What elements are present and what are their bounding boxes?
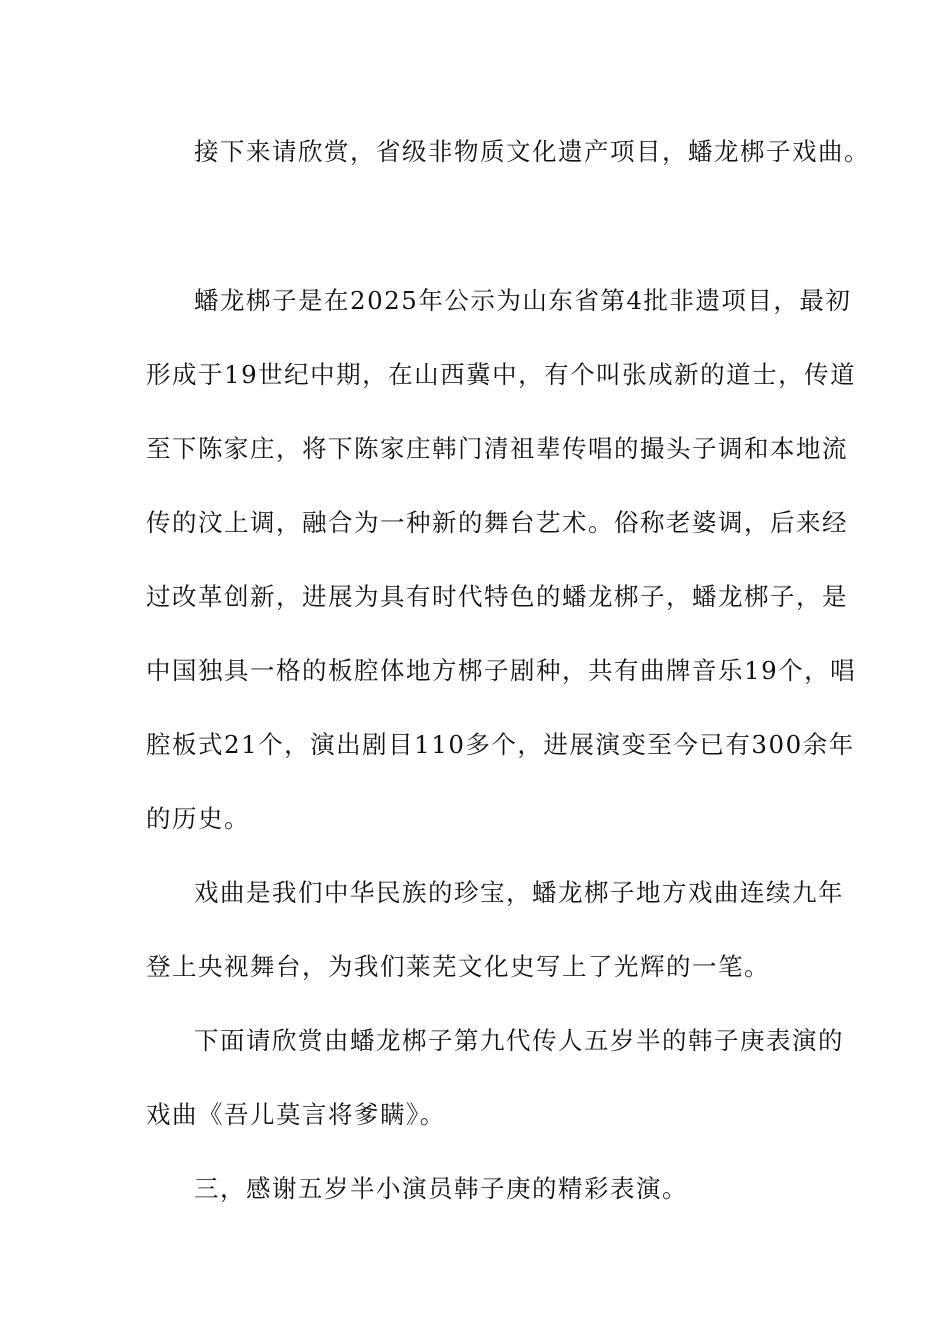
paragraph-history-line-4: 传的汶上调，融合为一种新的舞台艺术。俗称老婆调，后来经 [146, 508, 848, 537]
paragraph-history-line-6: 中国独具一格的板腔体地方梆子剧种，共有曲牌音乐19个，唱 [146, 656, 857, 685]
paragraph-history-line-3: 至下陈家庄，将下陈家庄韩门清祖辈传唱的撮头子调和本地流 [146, 434, 848, 463]
paragraph-performance-line-1: 下面请欣赏由蟠龙梆子第九代传人五岁半的韩子庚表演的 [194, 1026, 844, 1055]
paragraph-performance-line-2: 戏曲《吾儿莫言将爹瞒》。 [146, 1100, 446, 1129]
paragraph-history-line-5: 过改革创新，进展为具有时代特色的蟠龙梆子，蟠龙梆子，是 [146, 582, 848, 611]
paragraph-treasure-line-2: 登上央视舞台，为我们莱芜文化史写上了光辉的一笔。 [146, 952, 770, 981]
paragraph-history-line-2: 形成于19世纪中期，在山西冀中，有个叫张成新的道士，传道 [146, 360, 857, 389]
paragraph-history-line-8: 的历史。 [146, 804, 250, 833]
paragraph-intro: 接下来请欣赏，省级非物质文化遗产项目，蟠龙梆子戏曲。 [194, 137, 870, 166]
paragraph-treasure-line-1: 戏曲是我们中华民族的珍宝，蟠龙梆子地方戏曲连续九年 [194, 878, 844, 907]
paragraph-history-line-7: 腔板式21个，演出剧目110多个，进展演变至今已有300余年 [146, 730, 855, 759]
paragraph-thanks: 三，感谢五岁半小演员韩子庚的精彩表演。 [194, 1174, 688, 1203]
paragraph-history-line-1: 蟠龙梆子是在2025年公示为山东省第4批非遗项目，最初 [194, 286, 852, 315]
